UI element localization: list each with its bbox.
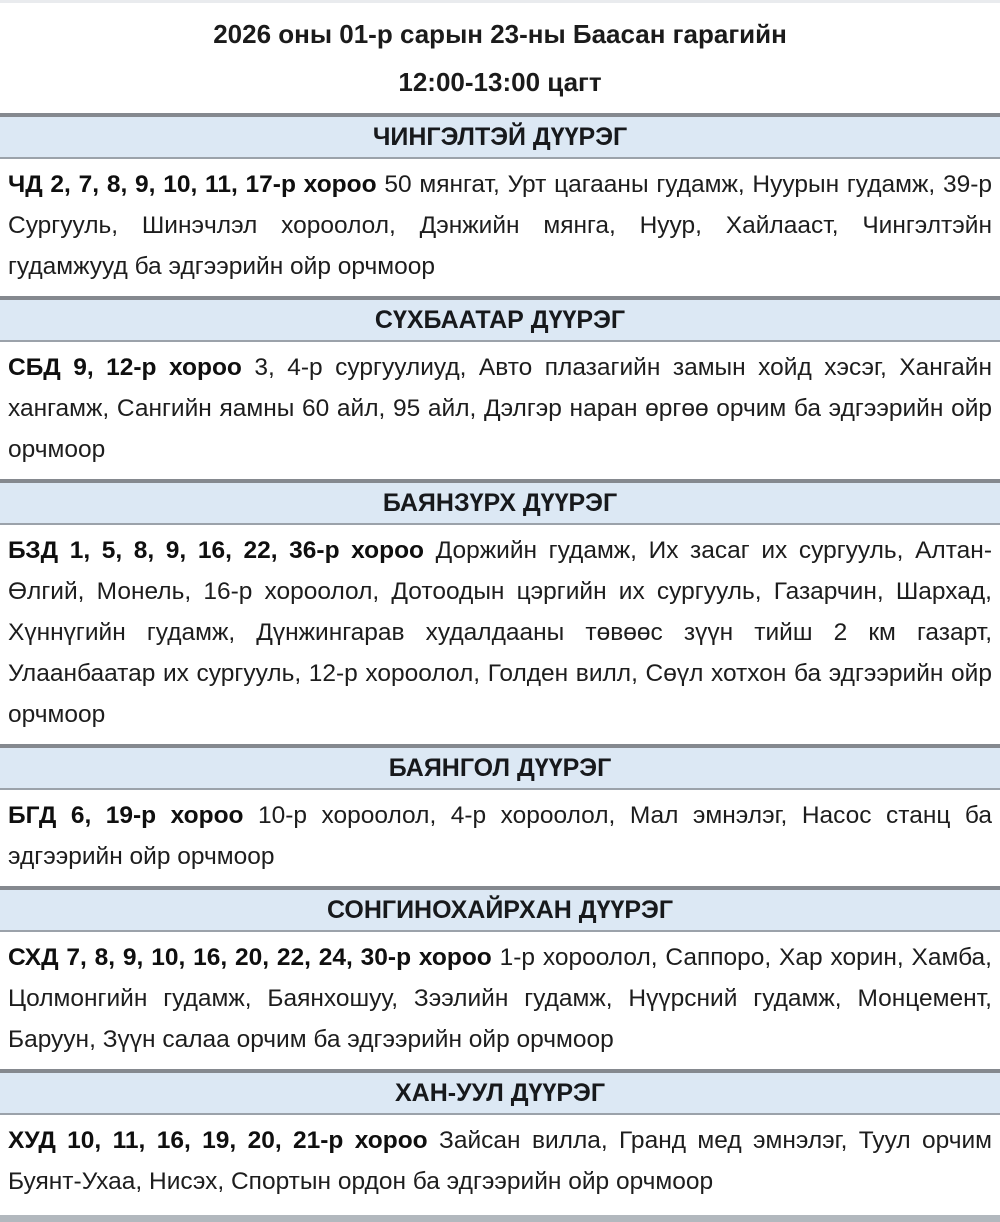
- district-section-bayanzurkh: [0, 479, 1000, 744]
- district-section-khan-uul: [0, 1069, 1000, 1211]
- khoroo-lead: ЧД 2, 7, 8, 9, 10, 11, 17-р хороо: [8, 171, 377, 198]
- area-list: 3, 4-р сургуулиуд, Авто плазагийн замын хойд хэсэг, Хангайн хангамж, Сангийн яамны 60 айл, 95 айл, Дэлгэр наран өргөө орчим ба эдгээрийн ойр орчмоор: [8, 354, 992, 463]
- district-header: БАЯНГОЛ ДҮҮРЭГ: [0, 744, 1000, 790]
- district-header: ХАН-УУЛ ДҮҮРЭГ: [0, 1069, 1000, 1115]
- notice-title: [0, 3, 1000, 113]
- district-header: СОНГИНОХАЙРХАН ДҮҮРЭГ: [0, 886, 1000, 932]
- district-body: [0, 1115, 1000, 1211]
- notice-time-line: 12:00-13:00 цагт: [398, 67, 602, 97]
- khoroo-lead: БЗД 1, 5, 8, 9, 16, 22, 36-р хороо: [8, 537, 425, 564]
- district-section-chingeltei: [0, 113, 1000, 296]
- area-list: 10-р хороолол, 4-р хороолол, Мал эмнэлэг, Насос станц ба эдгээрийн ойр орчмоор: [8, 802, 992, 870]
- district-body: [0, 790, 1000, 886]
- district-header: БАЯНЗҮРХ ДҮҮРЭГ: [0, 479, 1000, 525]
- district-body: [0, 525, 1000, 744]
- area-list: 50 мянгат, Урт цагааны гудамж, Нуурын гудамж, 39-р Сургууль, Шинэчлэл хороолол, Дэнжийн мянга, Нуур, Хайлааст, Чингэлтэйн гудамжууд ба эдгээрийн ойр орчмоор: [8, 171, 993, 280]
- district-header: СҮХБААТАР ДҮҮРЭГ: [0, 296, 1000, 342]
- district-body: [0, 159, 1000, 296]
- khoroo-lead: БГД 6, 19-р хороо: [8, 802, 244, 829]
- district-section-sukhbaatar: [0, 296, 1000, 479]
- bottom-divider: [0, 1215, 1000, 1222]
- area-list: 1-р хороолол, Саппоро, Хар хорин, Хамба, Цолмонгийн гудамж, Баянхошуу, Зээлийн гудамж, Нүүрсний гудамж, Монцемент, Баруун, Зүүн салаа орчим ба эдгээрийн ойр орчмоор: [8, 944, 992, 1053]
- notice-date-line: 2026 оны 01-р сарын 23-ны Баасан гарагийн: [213, 19, 787, 49]
- area-list: Зайсан вилла, Гранд мед эмнэлэг, Туул орчим Буянт-Ухаа, Нисэх, Спортын ордон ба эдгээрийн ойр орчмоор: [8, 1127, 992, 1195]
- district-body: [0, 932, 1000, 1069]
- district-header: ЧИНГЭЛТЭЙ ДҮҮРЭГ: [0, 113, 1000, 159]
- district-section-songinokhairkhan: [0, 886, 1000, 1069]
- district-body: [0, 342, 1000, 479]
- district-section-bayangol: [0, 744, 1000, 886]
- khoroo-lead: СБД 9, 12-р хороо: [8, 354, 242, 381]
- khoroo-lead: СХД 7, 8, 9, 10, 16, 20, 22, 24, 30-р хороо: [8, 944, 492, 971]
- area-list: Доржийн гудамж, Их засаг их сургууль, Алтан-Өлгий, Монель, 16-р хороолол, Дотоодын цэргийн их сургууль, Газарчин, Шархад, Хүннүгийн гудамж, Дүнжингарав худалдааны төвөөс зүүн тийш 2 км газарт, Улаанбаатар их сургууль, 12-р хороолол, Голден вилл, Сөүл хотхон ба эдгээрийн ойр орчмоор: [8, 537, 992, 728]
- khoroo-lead: ХУД 10, 11, 16, 19, 20, 21-р хороо: [8, 1127, 428, 1154]
